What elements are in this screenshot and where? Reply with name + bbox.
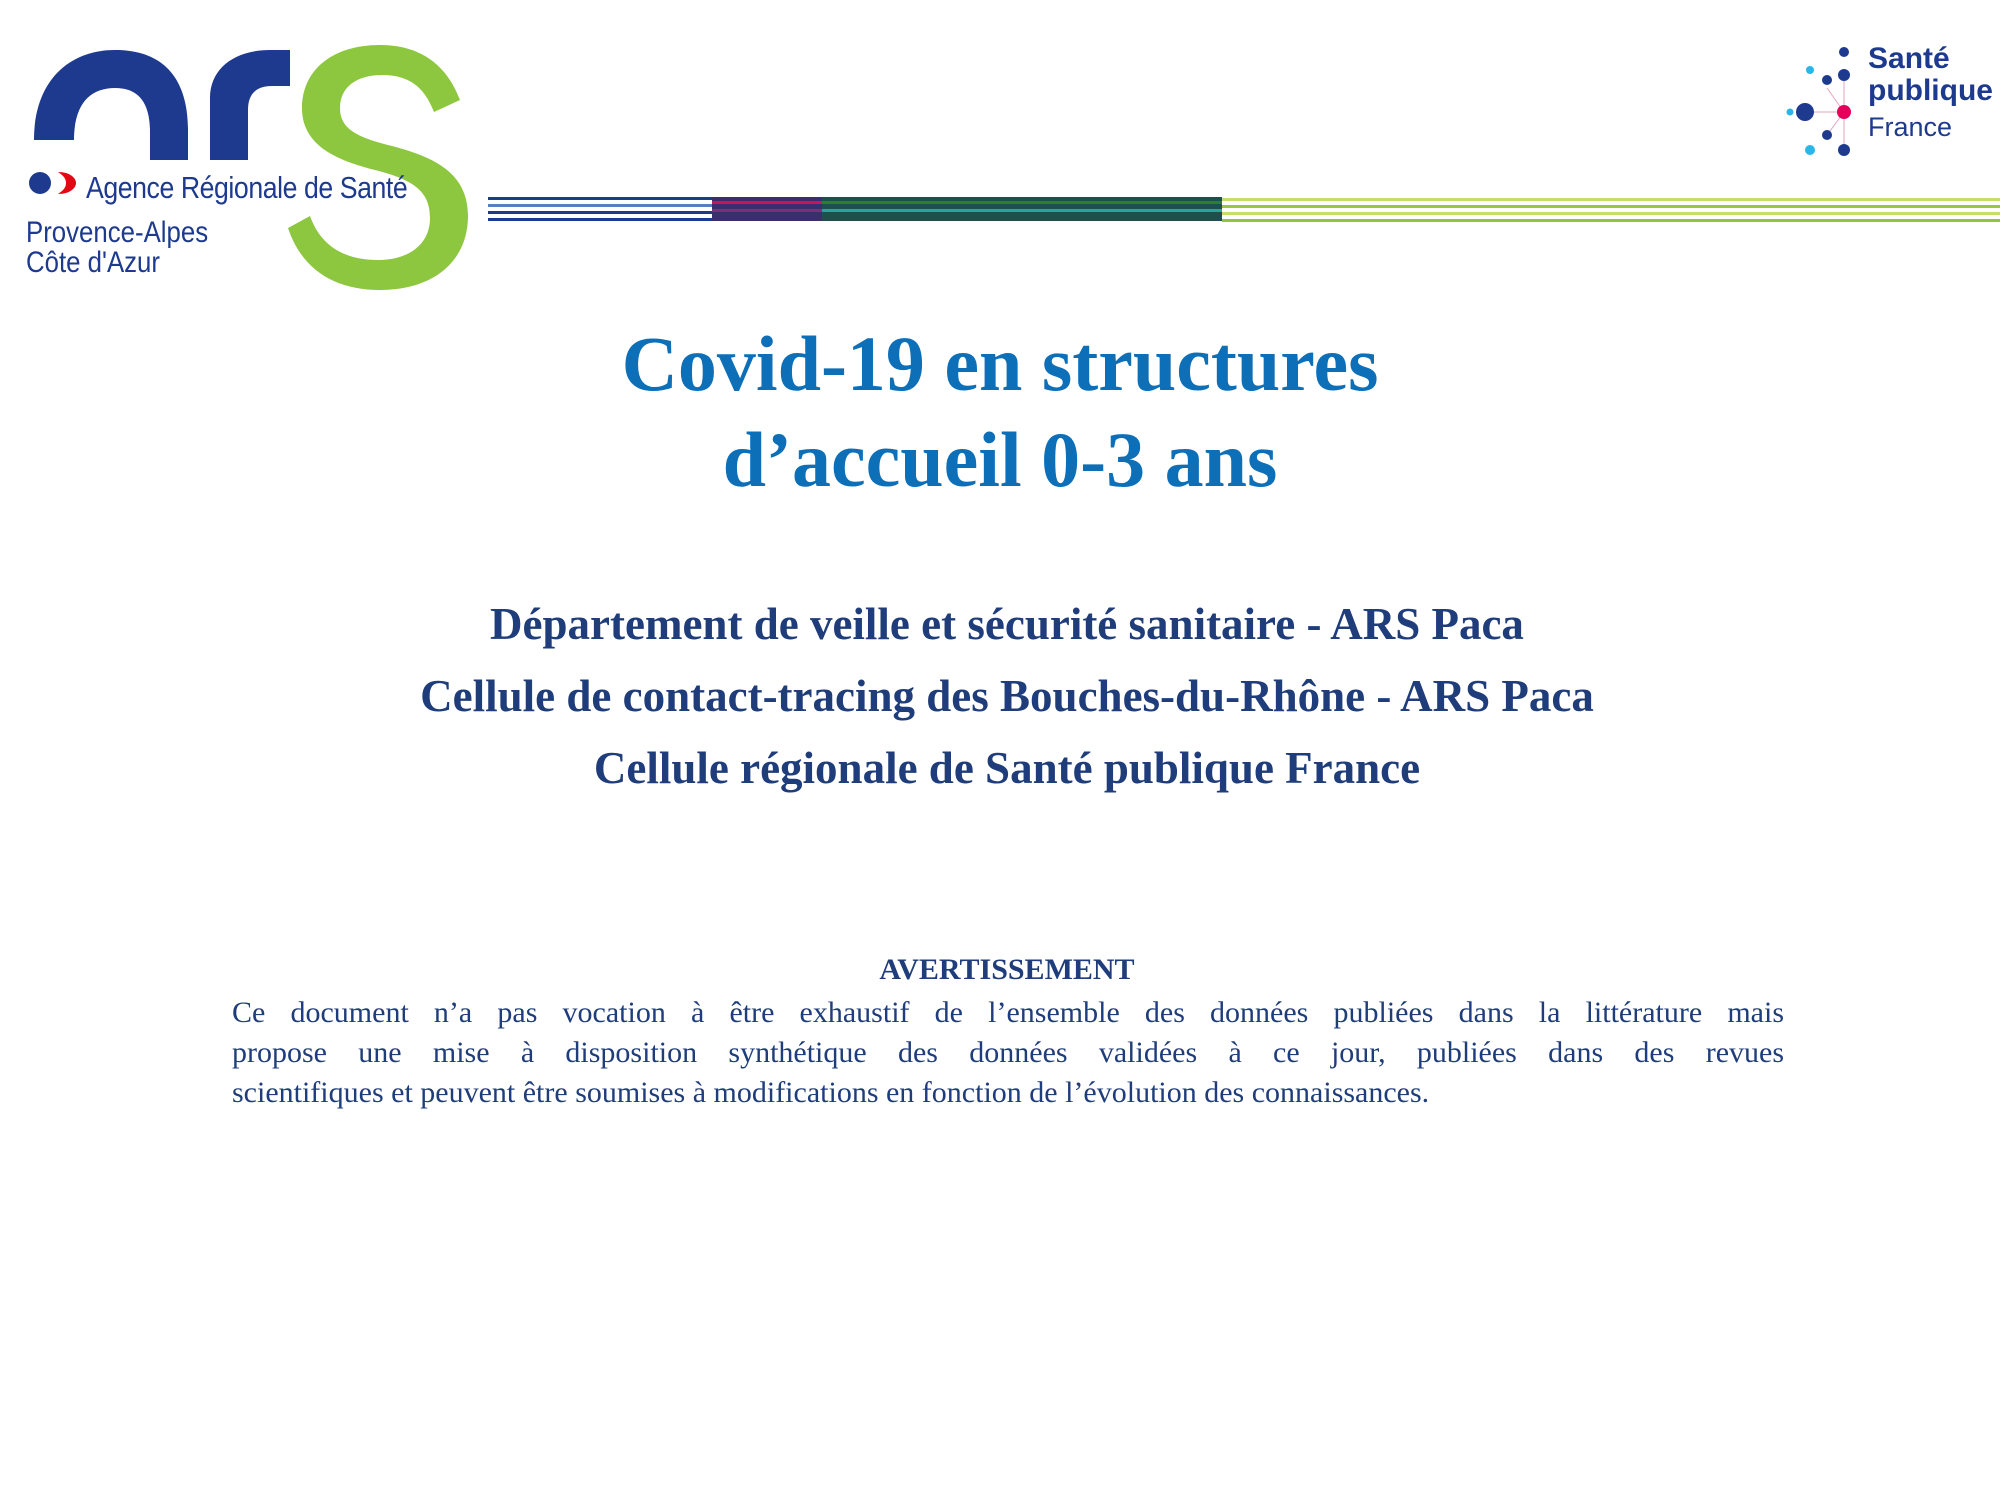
spf-network-icon	[1782, 30, 1872, 160]
ars-logo	[0, 0, 490, 300]
document-title-line-2: d’accueil 0-3 ans	[722, 416, 1278, 503]
ars-region-line-1: Provence-Alpes	[26, 216, 209, 249]
warning-line-3: scientifiques et peuvent être soumises à modifications en fonction de l’évolution des connaissances.	[232, 1076, 1430, 1109]
warning-heading: AVERTISSEMENT	[879, 953, 1135, 986]
warning-line-1: Ce document n’a pas vocation à être exhaustif de l’ensemble des données publiées dans la littérature mais	[232, 996, 1784, 1029]
subtitle-department: Département de veille et sécurité sanitaire - ARS Paca	[490, 599, 1524, 649]
header-stripes	[488, 195, 2000, 227]
document-title-line-1: Covid-19 en structures	[621, 320, 1379, 407]
subtitle-spf-cell: Cellule régionale de Santé publique France	[593, 743, 1421, 793]
ars-region-line-2: Côte d'Azur	[26, 246, 160, 279]
spf-line-3: France	[1868, 112, 1953, 142]
spf-line-2: publique	[1868, 74, 1993, 107]
warning-line-2: propose une mise à disposition synthétique des données validées à ce jour, publiées dans des revues	[232, 1036, 1784, 1069]
spf-line-1: Santé	[1868, 42, 1950, 75]
ars-tagline: Agence Régionale de Santé	[86, 170, 408, 205]
warning-body	[232, 993, 1784, 1113]
spf-logo	[1770, 20, 2000, 160]
subtitle-contact-tracing: Cellule de contact-tracing des Bouches-du-Rhône - ARS Paca	[420, 671, 1594, 721]
